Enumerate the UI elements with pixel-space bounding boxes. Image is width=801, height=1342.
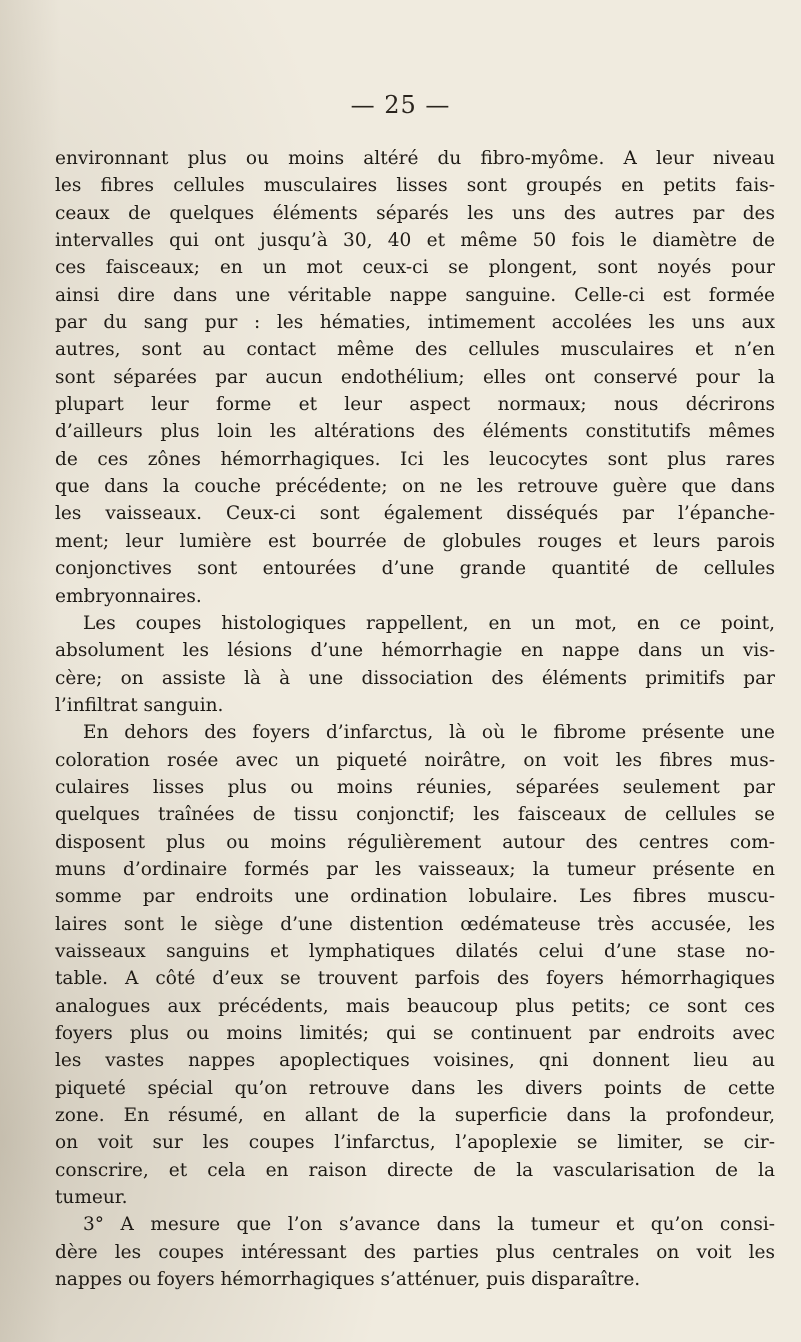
text-line: ainsi dire dans une véritable nappe sanguine. Celle-ci est formée	[55, 284, 775, 306]
text-line: conscrire, et cela en raison directe de la vascularisation de la	[55, 1159, 775, 1181]
text-line: ment; leur lumière est bourrée de globules rouges et leurs parois	[55, 530, 775, 552]
text-line: Les coupes histologiques rappellent, en un mot, en ce point,	[83, 612, 775, 634]
text-line: les fibres cellules musculaires lisses sont groupés en petits fais-	[55, 175, 775, 197]
text-line: absolument les lésions d’une hémorrhagie en nappe dans un vis-	[55, 640, 775, 662]
text-line: table. A côté d’eux se trouvent parfois des foyers hémorrhagiques	[55, 968, 775, 990]
text-line: embryonnaires.	[55, 585, 202, 607]
text-line: plupart leur forme et leur aspect normaux; nous décrirons	[55, 394, 775, 416]
text-line: piqueté spécial qu’on retrouve dans les divers points de cette	[55, 1077, 775, 1099]
text-line: autres, sont au contact même des cellules musculaires et n’en	[55, 339, 775, 361]
text-line: analogues aux précédents, mais beaucoup plus petits; ce sont ces	[55, 995, 775, 1017]
text-line: d’ailleurs plus loin les altérations des éléments constitutifs mêmes	[55, 421, 775, 443]
text-line: quelques traînées de tissu conjonctif; les faisceaux de cellules se	[55, 804, 775, 826]
text-line: conjonctives sont entourées d’une grande quantité de cellules	[55, 558, 775, 580]
text-line: tumeur.	[55, 1187, 128, 1209]
text-line: les vaisseaux. Ceux-ci sont également disséqués par l’épanche-	[55, 503, 775, 525]
text-line: ceaux de quelques éléments séparés les uns des autres par des	[55, 202, 775, 224]
text-line: muns d’ordinaire formés par les vaisseaux; la tumeur présente en	[55, 858, 775, 880]
body-text	[55, 145, 775, 1293]
text-line: somme par endroits une ordination lobulaire. Les fibres muscu-	[55, 886, 775, 908]
text-line: l’infiltrat sanguin.	[55, 694, 224, 716]
text-line: En dehors des foyers d’infarctus, là où le fibrome présente une	[83, 722, 775, 744]
text-line: que dans la couche précédente; on ne les retrouve guère que dans	[55, 476, 775, 498]
page-number: — 25 —	[350, 91, 451, 119]
text-line: laires sont le siège d’une distention œdémateuse très accusée, les	[55, 913, 775, 935]
text-line: zone. En résumé, en allant de la superficie dans la profondeur,	[55, 1105, 775, 1127]
text-line: dère les coupes intéressant des parties plus centrales on voit les	[55, 1241, 775, 1263]
text-line: sont séparées par aucun endothélium; elles ont conservé pour la	[55, 366, 775, 388]
text-line: 3° A mesure que l’on s’avance dans la tumeur et qu’on consi-	[83, 1214, 775, 1236]
text-line: coloration rosée avec un piqueté noirâtre, on voit les fibres mus-	[55, 749, 775, 771]
text-line: vaisseaux sanguins et lymphatiques dilatés celui d’une stase no-	[55, 940, 775, 962]
text-line: par du sang pur : les hématies, intimement accolées les uns aux	[55, 312, 775, 334]
text-line: disposent plus ou moins régulièrement autour des centres com-	[55, 831, 775, 853]
text-line: culaires lisses plus ou moins réunies, séparées seulement par	[55, 776, 775, 798]
text-line: de ces zônes hémorrhagiques. Ici les leucocytes sont plus rares	[55, 448, 775, 470]
text-line: environnant plus ou moins altéré du fibro-myôme. A leur niveau	[55, 148, 775, 169]
text-line: ces faisceaux; en un mot ceux-ci se plongent, sont noyés pour	[55, 257, 775, 279]
text-line: foyers plus ou moins limités; qui se continuent par endroits avec	[55, 1023, 775, 1044]
text-line: intervalles qui ont jusqu’à 30, 40 et même 50 fois le diamètre de	[55, 230, 775, 252]
text-line: les vastes nappes apoplectiques voisines, qni donnent lieu au	[55, 1050, 775, 1072]
text-line: cère; on assiste là à une dissociation des éléments primitifs par	[55, 667, 775, 689]
text-line: on voit sur les coupes l’infarctus, l’apoplexie se limiter, se cir-	[55, 1132, 775, 1154]
text-line: nappes ou foyers hémorrhagiques s’atténuer, puis disparaître.	[55, 1269, 641, 1291]
